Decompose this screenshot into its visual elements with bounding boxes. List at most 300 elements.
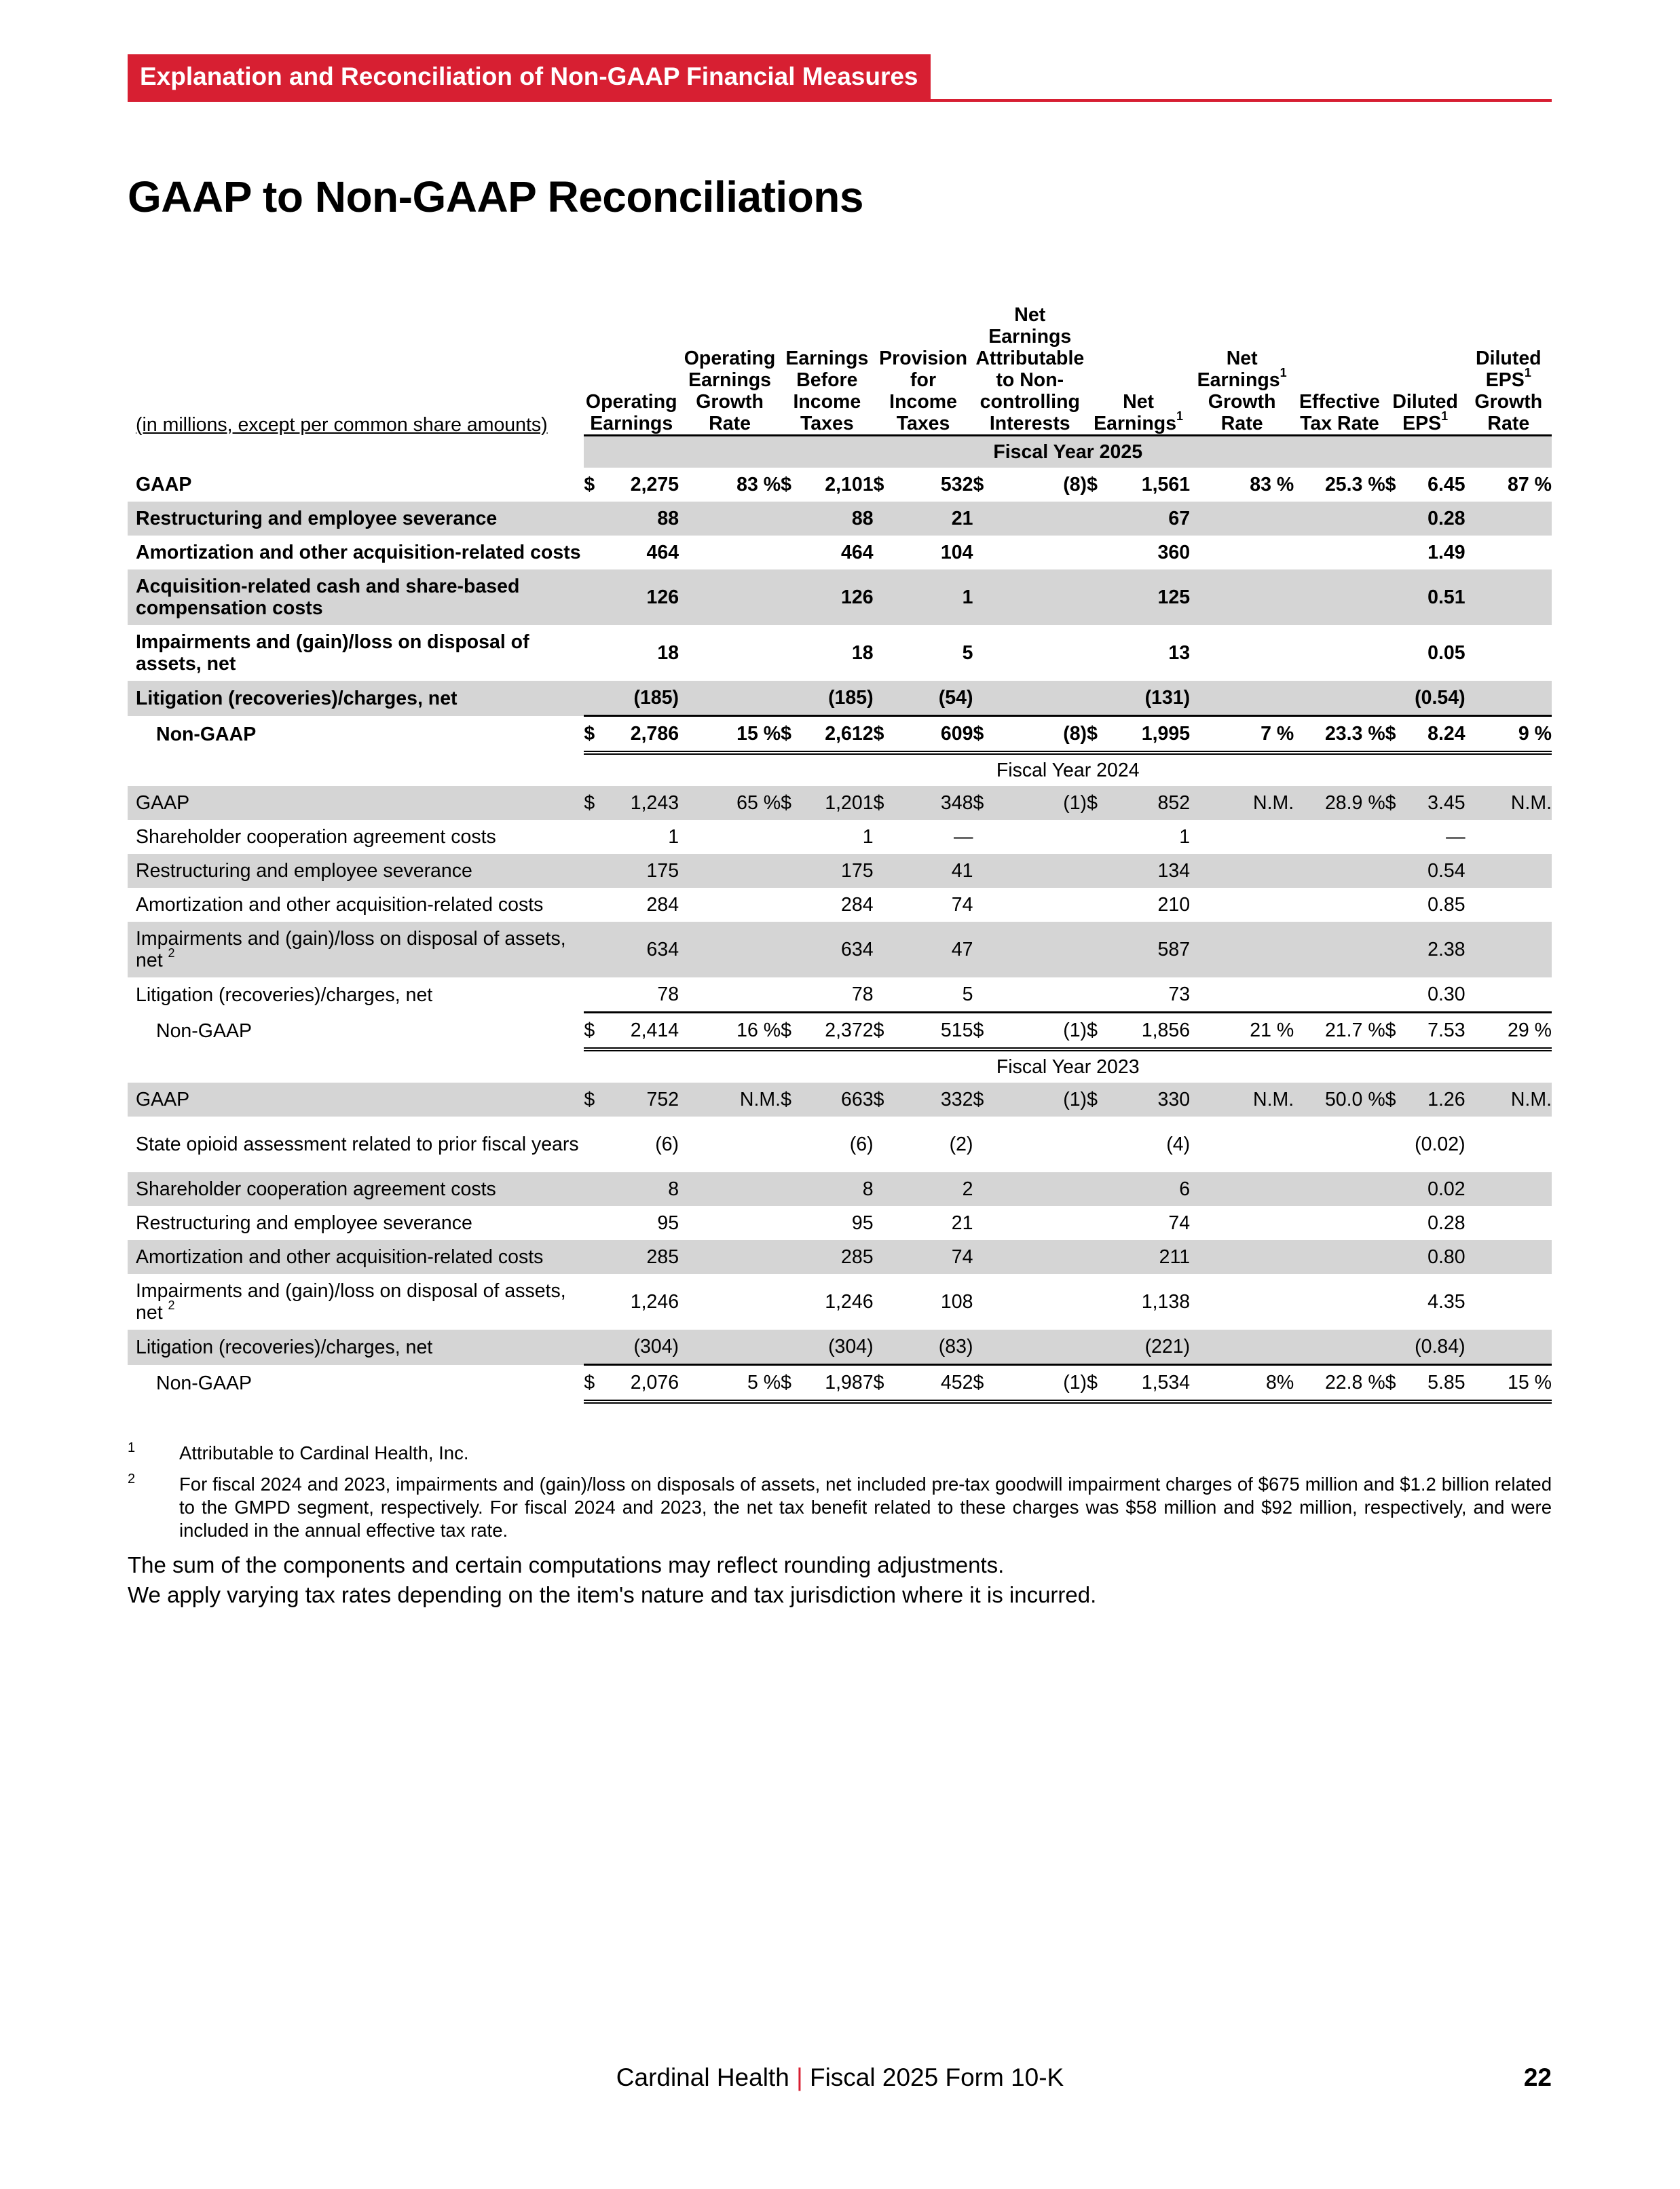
cell-nci: (1) [996, 786, 1087, 820]
cell-operating-earnings-growth [679, 854, 781, 888]
col-effective-tax-rate: Effective Tax Rate [1294, 299, 1385, 436]
row-label: Amortization and other acquisition-related costs [128, 1240, 584, 1274]
dollar-sign [874, 1117, 896, 1172]
cell-diluted-eps: — [1446, 826, 1466, 848]
cell-provision-taxes: 609 [896, 716, 973, 753]
dollar-sign [874, 1240, 896, 1274]
page-number: 22 [1523, 2063, 1552, 2091]
cell-earnings-before-taxes: 464 [841, 542, 874, 563]
row-label: GAAP [128, 1083, 584, 1117]
dollar-sign [584, 1240, 606, 1274]
dollar-sign [874, 1206, 896, 1240]
note-rounding: The sum of the components and certain computations may reflect rounding adjustments. [128, 1552, 1005, 1577]
cell-net-earnings: 1,138 [1141, 1291, 1191, 1313]
cell-operating-earnings-growth [679, 1274, 781, 1330]
cell-diluted-eps-growth [1466, 502, 1552, 536]
adjustment-row [128, 569, 1552, 625]
cell-operating-earnings-growth [679, 1330, 781, 1365]
cell-net-earnings-growth [1190, 1117, 1294, 1172]
dollar-sign [781, 536, 803, 569]
dollar-sign [874, 977, 896, 1013]
cell-net-earnings: 1,534 [1109, 1365, 1190, 1402]
dollar-sign [584, 1206, 606, 1240]
cell-diluted-eps: 0.80 [1408, 1240, 1466, 1274]
cell-diluted-eps-growth [1466, 536, 1552, 569]
dollar-sign [584, 854, 606, 888]
dollar-sign: $ [874, 1365, 896, 1402]
cell-provision-taxes: 532 [940, 474, 973, 495]
cell-provision-taxes: 348 [896, 786, 973, 820]
cell-effective-tax-rate [1294, 1240, 1385, 1274]
dollar-sign [973, 854, 995, 888]
dollar-sign: $ [1385, 474, 1396, 495]
page-footer [0, 2063, 1680, 2092]
period-spacer [128, 436, 584, 468]
col-provision-taxes: Provision for Income Taxes [874, 299, 973, 436]
dollar-sign: $ [781, 716, 803, 753]
row-label: Restructuring and employee severance [136, 1212, 472, 1234]
cell-diluted-eps-growth: 87 % [1508, 474, 1552, 495]
units-note: (in millions, except per common share amounts) [136, 413, 548, 436]
cell-net-earnings: 587 [1109, 922, 1190, 977]
cell-nci [996, 1330, 1087, 1365]
dollar-sign: $ [1385, 786, 1408, 820]
dollar-sign: $ [584, 786, 606, 820]
cell-earnings-before-taxes: 18 [851, 642, 874, 664]
dollar-sign [973, 888, 995, 922]
cell-diluted-eps: 0.85 [1427, 894, 1466, 916]
row-label: Non-GAAP [156, 1372, 252, 1394]
dollar-sign: $ [1385, 1365, 1408, 1402]
dollar-sign [1385, 854, 1408, 888]
dollar-sign: $ [874, 716, 896, 753]
adjustment-row [128, 820, 1552, 854]
cell-operating-earnings: (6) [655, 1134, 679, 1155]
cell-effective-tax-rate [1294, 625, 1385, 681]
footer-separator: | [796, 2063, 803, 2091]
cell-earnings-before-taxes: 8 [803, 1172, 873, 1206]
cell-diluted-eps-growth [1466, 888, 1552, 922]
cell-operating-earnings-growth [679, 625, 781, 681]
cell-earnings-before-taxes: 284 [841, 894, 874, 916]
cell-net-earnings: 852 [1109, 786, 1190, 820]
dollar-sign [1087, 1240, 1109, 1274]
cell-provision-taxes: 74 [896, 1240, 973, 1274]
dollar-sign [973, 1172, 995, 1206]
dollar-sign [973, 977, 995, 1013]
dollar-sign [781, 1117, 803, 1172]
dollar-sign [874, 625, 896, 681]
cell-provision-taxes: 21 [896, 502, 973, 536]
row-label: Restructuring and employee severance [128, 854, 584, 888]
footer-document: Fiscal 2025 Form 10-K [809, 2063, 1064, 2091]
cell-operating-earnings: 284 [646, 894, 679, 916]
cell-operating-earnings-growth [679, 820, 781, 854]
dollar-sign [781, 888, 803, 922]
cell-operating-earnings-growth [679, 502, 781, 536]
dollar-sign [1087, 569, 1109, 625]
cell-earnings-before-taxes: 78 [851, 984, 874, 1005]
dollar-sign: $ [781, 1083, 803, 1117]
adjustment-row [128, 502, 1552, 536]
col-diluted-eps: Diluted EPS$^1$ [1385, 299, 1466, 436]
dollar-sign [973, 1206, 995, 1240]
cell-net-earnings: 125 [1109, 569, 1190, 625]
dollar-sign [973, 536, 995, 569]
row-label: GAAP [128, 786, 584, 820]
cell-operating-earnings: 18 [657, 642, 679, 664]
cell-operating-earnings-growth: 83 % [736, 474, 781, 495]
cell-diluted-eps-growth [1466, 681, 1552, 716]
cell-operating-earnings-growth [679, 922, 781, 977]
cell-operating-earnings-growth [679, 977, 781, 1013]
dollar-sign [1087, 922, 1109, 977]
cell-net-earnings: 1,856 [1109, 1013, 1190, 1050]
cell-operating-earnings: 175 [607, 854, 679, 888]
dollar-sign [973, 681, 995, 716]
cell-operating-earnings-growth [679, 1206, 781, 1240]
cell-diluted-eps: 4.35 [1427, 1291, 1466, 1313]
cell-diluted-eps-growth [1466, 922, 1552, 977]
row-label: Impairments and (gain)/loss on disposal of assets, net $^2$ [136, 1280, 566, 1324]
cell-net-earnings-growth [1190, 1206, 1294, 1240]
dollar-sign: $ [584, 1013, 606, 1050]
dollar-sign: $ [584, 1365, 606, 1402]
cell-operating-earnings-growth [679, 569, 781, 625]
adjustment-row [128, 1117, 1552, 1172]
cell-nci [996, 922, 1087, 977]
row-label: Amortization and other acquisition-related costs [136, 894, 544, 916]
adjustment-row [128, 977, 1552, 1013]
dollar-sign [874, 1330, 896, 1365]
cell-earnings-before-taxes: 1,987 [803, 1365, 873, 1402]
cell-nci [996, 1172, 1087, 1206]
adjustment-row [128, 1206, 1552, 1240]
dollar-sign [1087, 977, 1109, 1013]
non-gaap-row [128, 716, 1552, 753]
cell-net-earnings: 74 [1168, 1212, 1191, 1234]
cell-nci [996, 625, 1087, 681]
dollar-sign [584, 977, 606, 1013]
dollar-sign [584, 1172, 606, 1206]
cell-nci [996, 977, 1087, 1013]
note-tax-rates: We apply varying tax rates depending on the item's nature and tax jurisdiction where it is incurred. [128, 1582, 1097, 1607]
adjustment-row [128, 625, 1552, 681]
dollar-sign [874, 888, 896, 922]
dollar-sign [1087, 1274, 1109, 1330]
cell-provision-taxes: — [953, 826, 973, 848]
cell-net-earnings: (4) [1166, 1134, 1191, 1155]
dollar-sign [1385, 820, 1408, 854]
cell-diluted-eps-growth [1466, 1330, 1552, 1365]
cell-net-earnings: 1,561 [1141, 474, 1191, 495]
period-row [128, 436, 1552, 468]
cell-net-earnings-growth [1190, 569, 1294, 625]
dollar-sign [1385, 1274, 1408, 1330]
cell-earnings-before-taxes: 634 [803, 922, 873, 977]
cell-operating-earnings: 95 [657, 1212, 679, 1234]
cell-diluted-eps: 0.30 [1427, 984, 1466, 1005]
cell-diluted-eps-growth [1466, 1274, 1552, 1330]
cell-earnings-before-taxes: 88 [803, 502, 873, 536]
period-label: Fiscal Year 2024 [996, 760, 1140, 781]
adjustment-row [128, 1172, 1552, 1206]
dollar-sign [781, 569, 803, 625]
cell-net-earnings-growth [1190, 625, 1294, 681]
footer-company: Cardinal Health [616, 2063, 789, 2091]
cell-provision-taxes: 41 [896, 854, 973, 888]
dollar-sign [584, 681, 606, 716]
cell-provision-taxes: (2) [949, 1134, 973, 1155]
cell-effective-tax-rate [1294, 820, 1385, 854]
row-label: Impairments and (gain)/loss on disposal of assets, net $^2$ [128, 922, 584, 977]
dollar-sign: $ [1385, 716, 1408, 753]
cell-net-earnings-growth [1190, 922, 1294, 977]
dollar-sign [584, 625, 606, 681]
dollar-sign [973, 569, 995, 625]
cell-diluted-eps: 2.38 [1408, 922, 1466, 977]
cell-effective-tax-rate: 23.3 % [1294, 716, 1385, 753]
cell-earnings-before-taxes: 95 [851, 1212, 874, 1234]
cell-net-earnings: 330 [1109, 1083, 1190, 1117]
dollar-sign [874, 536, 896, 569]
dollar-sign: $ [973, 786, 995, 820]
dollar-sign [874, 681, 896, 716]
cell-operating-earnings-growth [679, 1240, 781, 1274]
cell-diluted-eps: 0.02 [1408, 1172, 1466, 1206]
adjustment-row [128, 888, 1552, 922]
cell-diluted-eps: (0.84) [1408, 1330, 1466, 1365]
cell-earnings-before-taxes: 285 [803, 1240, 873, 1274]
dollar-sign: $ [973, 716, 995, 753]
cell-nci [996, 681, 1087, 716]
cell-net-earnings-growth [1190, 1240, 1294, 1274]
cell-net-earnings: (221) [1109, 1330, 1190, 1365]
dollar-sign: $ [973, 1083, 995, 1117]
cell-provision-taxes: 2 [896, 1172, 973, 1206]
cell-operating-earnings: 88 [607, 502, 679, 536]
cell-nci [996, 854, 1087, 888]
cell-operating-earnings-growth [679, 536, 781, 569]
dollar-sign: $ [781, 474, 791, 495]
cell-effective-tax-rate [1294, 681, 1385, 716]
dollar-sign: $ [781, 1013, 803, 1050]
table-body [128, 436, 1552, 1402]
cell-net-earnings: 360 [1157, 542, 1191, 563]
cell-earnings-before-taxes: 175 [803, 854, 873, 888]
cell-net-earnings: 67 [1109, 502, 1190, 536]
cell-operating-earnings-growth [679, 888, 781, 922]
cell-diluted-eps-growth [1466, 1172, 1552, 1206]
cell-net-earnings-growth [1190, 536, 1294, 569]
cell-diluted-eps: 3.45 [1408, 786, 1466, 820]
section-banner [128, 54, 1552, 102]
dollar-sign [874, 1172, 896, 1206]
row-label: Shareholder cooperation agreement costs [128, 1172, 584, 1206]
dollar-sign [973, 1240, 995, 1274]
cell-effective-tax-rate [1294, 1172, 1385, 1206]
col-net-earnings: Net Earnings$^1$ [1087, 299, 1190, 436]
cell-net-earnings-growth: 7 % [1190, 716, 1294, 753]
dollar-sign [781, 1330, 803, 1365]
dollar-sign: $ [874, 1013, 896, 1050]
row-label: Impairments and (gain)/loss on disposal of assets, net [136, 631, 529, 675]
cell-net-earnings-growth [1190, 1330, 1294, 1365]
cell-net-earnings: 210 [1157, 894, 1191, 916]
cell-effective-tax-rate [1294, 888, 1385, 922]
dollar-sign: $ [584, 716, 606, 753]
cell-diluted-eps-growth [1466, 1206, 1552, 1240]
cell-diluted-eps: 6.45 [1427, 474, 1466, 495]
dollar-sign: $ [781, 1365, 803, 1402]
cell-operating-earnings: 1 [668, 826, 679, 848]
cell-operating-earnings-growth [679, 681, 781, 716]
period-label: Fiscal Year 2023 [996, 1056, 1140, 1078]
dollar-sign [781, 977, 803, 1013]
footnote-1: 1 Attributable to Cardinal Health, Inc. [128, 1440, 469, 1463]
dollar-sign [1385, 1172, 1408, 1206]
col-operating-earnings: Operating Earnings [584, 299, 679, 436]
dollar-sign [1385, 1206, 1408, 1240]
gaap-row [128, 1083, 1552, 1117]
cell-provision-taxes: (54) [896, 681, 973, 716]
cell-provision-taxes: 74 [951, 894, 973, 916]
cell-effective-tax-rate: 21.7 % [1294, 1013, 1385, 1050]
cell-nci: (1) [996, 1083, 1087, 1117]
dollar-sign [781, 820, 803, 854]
dollar-sign [973, 1330, 995, 1365]
cell-nci [996, 1206, 1087, 1240]
cell-diluted-eps: 0.54 [1408, 854, 1466, 888]
cell-nci [996, 820, 1087, 854]
dollar-sign [1087, 888, 1109, 922]
cell-effective-tax-rate: 25.3 % [1324, 474, 1385, 495]
dollar-sign: $ [1087, 786, 1109, 820]
cell-operating-earnings: 8 [607, 1172, 679, 1206]
cell-operating-earnings: 634 [607, 922, 679, 977]
cell-net-earnings-growth [1190, 888, 1294, 922]
adjustment-row [128, 1240, 1552, 1274]
cell-operating-earnings: 126 [607, 569, 679, 625]
dollar-sign [973, 1117, 995, 1172]
cell-operating-earnings-growth: N.M. [679, 1083, 781, 1117]
cell-diluted-eps: 0.28 [1427, 1212, 1466, 1234]
section-banner-label: Explanation and Reconciliation of Non-GAAP Financial Measures [128, 54, 931, 99]
cell-diluted-eps: (0.54) [1408, 681, 1466, 716]
cell-effective-tax-rate [1294, 922, 1385, 977]
cell-provision-taxes: 47 [896, 922, 973, 977]
cell-earnings-before-taxes: (185) [803, 681, 873, 716]
non-gaap-row [128, 1013, 1552, 1050]
footnote-2: 2 For fiscal 2024 and 2023, impairments and (gain)/loss on disposals of assets, net included pre-tax goodwill impairment charges of $675 million and $1.2 billion related to the GMPD segment, respectively. For fiscal 2024 and 2023, the net tax benefit related to these charges was $58 million and $92 million, respectively, and were included in the annual effective tax rate. [128, 1472, 1552, 1541]
cell-earnings-before-taxes: 1,246 [825, 1291, 874, 1313]
cell-diluted-eps: 1.26 [1408, 1083, 1466, 1117]
cell-provision-taxes: 515 [896, 1013, 973, 1050]
cell-effective-tax-rate [1294, 1274, 1385, 1330]
dollar-sign [584, 536, 606, 569]
cell-operating-earnings-growth [679, 1117, 781, 1172]
cell-effective-tax-rate [1294, 1330, 1385, 1365]
dollar-sign [1385, 625, 1408, 681]
dollar-sign [874, 502, 896, 536]
cell-diluted-eps-growth [1466, 977, 1552, 1013]
cell-operating-earnings: 2,275 [630, 474, 679, 495]
row-label: Restructuring and employee severance [128, 502, 584, 536]
dollar-sign: $ [1087, 474, 1098, 495]
period-label: Fiscal Year 2025 [584, 436, 1552, 468]
cell-diluted-eps: 8.24 [1408, 716, 1466, 753]
cell-provision-taxes: 1 [896, 569, 973, 625]
cell-effective-tax-rate [1294, 977, 1385, 1013]
footnotes [128, 1442, 1552, 1610]
cell-effective-tax-rate: 50.0 % [1294, 1083, 1385, 1117]
cell-operating-earnings-growth: 15 % [679, 716, 781, 753]
adjustment-row [128, 1274, 1552, 1330]
cell-nci [996, 888, 1087, 922]
cell-net-earnings-growth [1190, 854, 1294, 888]
cell-earnings-before-taxes: 126 [803, 569, 873, 625]
cell-earnings-before-taxes: 2,372 [803, 1013, 873, 1050]
row-label: Litigation (recoveries)/charges, net [136, 984, 433, 1006]
dollar-sign: $ [584, 1083, 606, 1117]
gaap-row [128, 468, 1552, 502]
cell-operating-earnings: 2,786 [607, 716, 679, 753]
cell-diluted-eps-growth [1466, 820, 1552, 854]
cell-net-earnings-growth [1190, 820, 1294, 854]
dollar-sign [874, 922, 896, 977]
cell-diluted-eps-growth [1466, 625, 1552, 681]
dollar-sign [1087, 1206, 1109, 1240]
cell-diluted-eps-growth: 29 % [1466, 1013, 1552, 1050]
cell-diluted-eps-growth [1466, 854, 1552, 888]
dollar-sign: $ [973, 1013, 995, 1050]
cell-earnings-before-taxes: 2,612 [803, 716, 873, 753]
dollar-sign [1385, 569, 1408, 625]
cell-diluted-eps-growth [1466, 1240, 1552, 1274]
adjustment-row [128, 681, 1552, 716]
dollar-sign [1087, 681, 1109, 716]
cell-diluted-eps: 0.05 [1427, 642, 1466, 664]
period-spacer [128, 1049, 584, 1083]
dollar-sign [781, 502, 803, 536]
cell-net-earnings-growth [1190, 502, 1294, 536]
dollar-sign [1385, 681, 1408, 716]
row-label: Non-GAAP [156, 723, 257, 745]
cell-provision-taxes: 452 [896, 1365, 973, 1402]
cell-net-earnings-growth: N.M. [1190, 786, 1294, 820]
row-label: GAAP [136, 474, 192, 495]
period-spacer [128, 753, 584, 786]
non-gaap-row [128, 1365, 1552, 1402]
page-title: GAAP to Non-GAAP Reconciliations [128, 172, 863, 221]
dollar-sign: $ [973, 1365, 995, 1402]
row-label: Shareholder cooperation agreement costs [136, 826, 496, 848]
dollar-sign [781, 625, 803, 681]
col-operating-earnings-growth: Operating Earnings Growth Rate [679, 299, 781, 436]
period-row [128, 1049, 1552, 1083]
row-label: Litigation (recoveries)/charges, net [128, 681, 584, 716]
cell-operating-earnings-growth: 65 % [679, 786, 781, 820]
dollar-sign [1087, 820, 1109, 854]
dollar-sign: $ [1087, 1365, 1109, 1402]
dollar-sign [584, 569, 606, 625]
cell-operating-earnings: (185) [607, 681, 679, 716]
reconciliation-table [128, 299, 1552, 1404]
dollar-sign [1087, 854, 1109, 888]
row-label: State opioid assessment related to prior fiscal years [136, 1134, 579, 1155]
cell-nci: (8) [1063, 474, 1087, 495]
cell-diluted-eps-growth: N.M. [1466, 786, 1552, 820]
